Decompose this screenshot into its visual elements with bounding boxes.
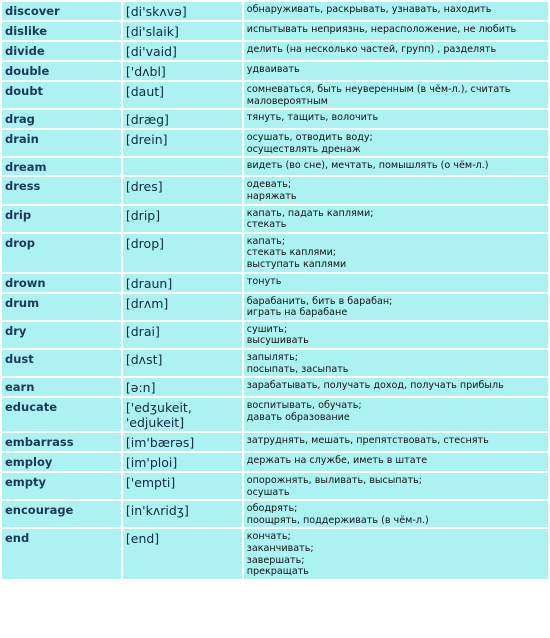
table-row xyxy=(2,398,548,431)
word-cell: drown xyxy=(2,274,121,292)
table-row xyxy=(2,294,548,320)
table-row xyxy=(2,42,548,60)
table-row xyxy=(2,433,548,451)
table-row xyxy=(2,274,548,292)
translation-cell: видеть (во сне), мечтать, помышлять (о чём-л.) xyxy=(244,158,548,175)
translation-cell: ободрять; поощрять, поддерживать (в чём-л.) xyxy=(244,501,548,527)
transcription-cell: [im'ploi] xyxy=(123,453,242,471)
transcription-cell: [drai] xyxy=(123,322,242,348)
transcription-cell: [end] xyxy=(123,529,242,578)
table-row xyxy=(2,501,548,527)
word-cell: divide xyxy=(2,42,121,60)
transcription-cell: ['dʌbl] xyxy=(123,62,242,80)
translation-cell: одевать; наряжать xyxy=(244,177,548,203)
transcription-cell xyxy=(123,158,242,175)
table-row xyxy=(2,234,548,272)
word-cell: embarrass xyxy=(2,433,121,451)
transcription-cell: [drop] xyxy=(123,234,242,272)
transcription-cell: [di'vaid] xyxy=(123,42,242,60)
transcription-cell: ['edʒukeit, 'edjukeit] xyxy=(123,398,242,431)
word-cell: double xyxy=(2,62,121,80)
transcription-cell: [drʌm] xyxy=(123,294,242,320)
transcription-cell: [im'bærəs] xyxy=(123,433,242,451)
translation-cell: сомневаться, быть неуверенным (в чём-л.), считать маловероятным xyxy=(244,82,548,108)
transcription-cell: [dʌst] xyxy=(123,350,242,376)
table-row xyxy=(2,453,548,471)
word-cell: drum xyxy=(2,294,121,320)
transcription-cell: [draun] xyxy=(123,274,242,292)
translation-cell: опорожнять, выливать, высыпать; осушать xyxy=(244,473,548,499)
translation-cell: зарабатывать, получать доход, получать прибыль xyxy=(244,378,548,396)
table-row xyxy=(2,206,548,232)
transcription-cell: [drein] xyxy=(123,130,242,156)
word-cell: earn xyxy=(2,378,121,396)
table-row xyxy=(2,22,548,40)
transcription-cell: [dres] xyxy=(123,177,242,203)
table-row xyxy=(2,177,548,203)
word-cell: drop xyxy=(2,234,121,272)
transcription-cell: [drip] xyxy=(123,206,242,232)
translation-cell: тонуть xyxy=(244,274,548,292)
translation-cell: удваивать xyxy=(244,62,548,80)
translation-cell: делить (на несколько частей, групп) , разделять xyxy=(244,42,548,60)
table-row xyxy=(2,110,548,128)
word-cell: discover xyxy=(2,2,121,20)
word-cell: dream xyxy=(2,158,121,175)
table-row xyxy=(2,378,548,396)
translation-cell: кончать; заканчивать; завершать; прекращать xyxy=(244,529,548,578)
translation-cell: запылять; посыпать, засыпать xyxy=(244,350,548,376)
word-cell: encourage xyxy=(2,501,121,527)
table-row xyxy=(2,2,548,20)
translation-cell: держать на службе, иметь в штате xyxy=(244,453,548,471)
table-row xyxy=(2,473,548,499)
word-cell: drip xyxy=(2,206,121,232)
translation-cell: осушать, отводить воду; осуществлять дренаж xyxy=(244,130,548,156)
table-row xyxy=(2,529,548,578)
table-row xyxy=(2,82,548,108)
translation-cell: воспитывать, обучать; давать образование xyxy=(244,398,548,431)
transcription-cell: ['empti] xyxy=(123,473,242,499)
translation-cell: сушить; высушивать xyxy=(244,322,548,348)
transcription-cell: [daut] xyxy=(123,82,242,108)
word-cell: dry xyxy=(2,322,121,348)
translation-cell: обнаруживать, раскрывать, узнавать, находить xyxy=(244,2,548,20)
transcription-cell: [di'skʌvə] xyxy=(123,2,242,20)
translation-cell: тянуть, тащить, волочить xyxy=(244,110,548,128)
table-row xyxy=(2,158,548,175)
transcription-cell: [di'slaik] xyxy=(123,22,242,40)
word-cell: empty xyxy=(2,473,121,499)
word-cell: doubt xyxy=(2,82,121,108)
word-cell: employ xyxy=(2,453,121,471)
translation-cell: капать; стекать каплями; выступать каплями xyxy=(244,234,548,272)
translation-cell: испытывать неприязнь, нерасположение, не любить xyxy=(244,22,548,40)
table-row xyxy=(2,322,548,348)
translation-cell: барабанить, бить в барабан; играть на барабане xyxy=(244,294,548,320)
word-cell: end xyxy=(2,529,121,578)
transcription-cell: [ə:n] xyxy=(123,378,242,396)
table-row xyxy=(2,62,548,80)
table-row xyxy=(2,350,548,376)
word-cell: educate xyxy=(2,398,121,431)
word-cell: dust xyxy=(2,350,121,376)
word-cell: dress xyxy=(2,177,121,203)
table-row xyxy=(2,130,548,156)
translation-cell: затруднять, мешать, препятствовать, стеснять xyxy=(244,433,548,451)
vocabulary-table-body xyxy=(2,2,548,579)
word-cell: drain xyxy=(2,130,121,156)
word-cell: drag xyxy=(2,110,121,128)
transcription-cell: [in'kʌridʒ] xyxy=(123,501,242,527)
translation-cell: капать, падать каплями; стекать xyxy=(244,206,548,232)
word-cell: dislike xyxy=(2,22,121,40)
transcription-cell: [dræg] xyxy=(123,110,242,128)
